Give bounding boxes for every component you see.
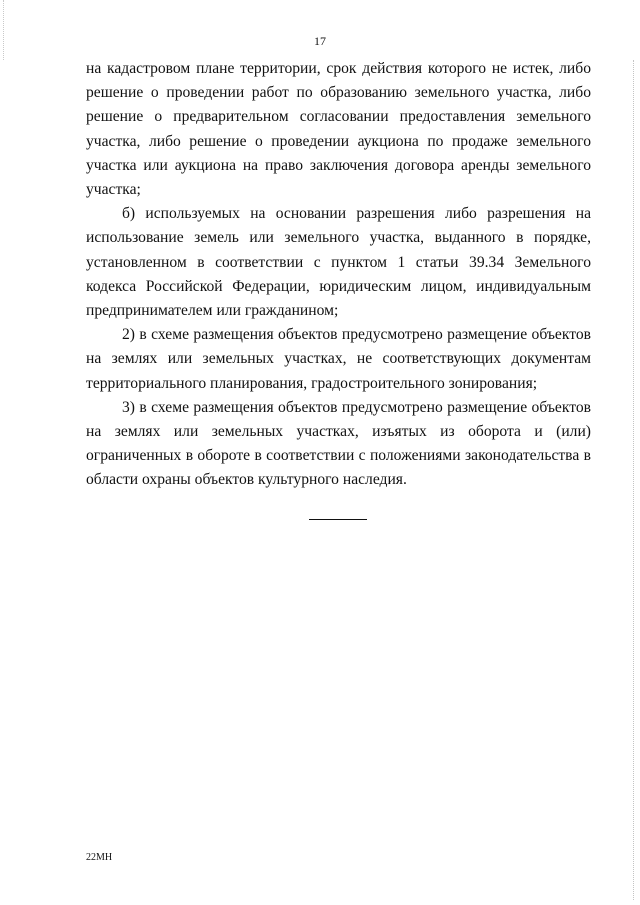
scan-edge-right bbox=[633, 60, 635, 900]
paragraph-item-b: б) используемых на основании разрешения либо разрешения на использование земель или земельного участка, выданного в порядке, установленном в соответствии с пунктом 1 статьи 39.34 Земельного кодекса Российской Федерации, юридическим лицом, индивидуальным предпринимателем или гражданином; bbox=[86, 205, 591, 320]
page-number: 17 bbox=[314, 34, 326, 48]
paragraph-item-3: 3) в схеме размещения объектов предусмотрено размещение объектов на землях или земельных участках, изъятых из оборота и (или) ограниченных в обороте в соответствии с положениями законодательства в области охраны объектов культурного наследия. bbox=[86, 398, 591, 489]
end-divider bbox=[309, 519, 367, 520]
scan-edge-left bbox=[3, 0, 5, 60]
paragraph-continuation: на кадастровом плане территории, срок действия которого не истек, либо решение о проведении работ по образованию земельного участка, либо решение о предварительном согласовании предоставления земельного участка, либо решение о проведении аукциона по продаже земельного участка или аукциона на право заключения договора аренды земельного участка; bbox=[86, 60, 591, 199]
document-body bbox=[86, 57, 591, 493]
footer-code: 22МН bbox=[86, 852, 113, 863]
paragraph-item-2: 2) в схеме размещения объектов предусмотрено размещение объектов на землях или земельных участках, не соответствующих документам территориального планирования, градостроительного зонирования; bbox=[86, 326, 591, 392]
